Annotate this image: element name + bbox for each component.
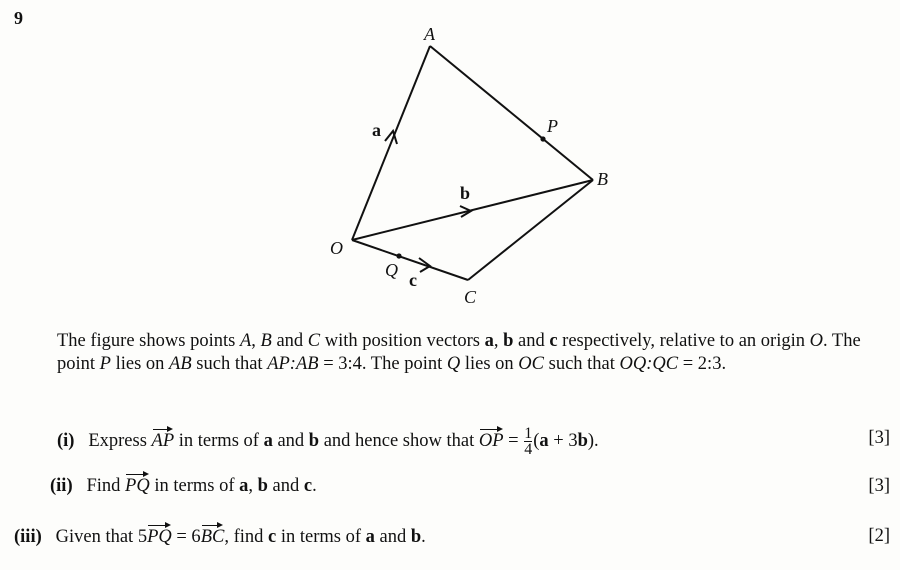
label-vec-b: b bbox=[460, 183, 471, 203]
part-number: (i) bbox=[57, 430, 75, 451]
part-number: (ii) bbox=[50, 476, 73, 496]
label-Q: Q bbox=[385, 260, 398, 280]
vector-ap: AP bbox=[152, 427, 175, 452]
marks-part-iii: [2] bbox=[868, 526, 890, 546]
segment-oa bbox=[352, 46, 430, 240]
label-vec-a: a bbox=[372, 120, 381, 140]
marks-part-ii: [3] bbox=[868, 476, 890, 496]
marks-part-i: [3] bbox=[868, 428, 890, 448]
label-P: P bbox=[547, 116, 558, 136]
point-p-dot bbox=[540, 136, 545, 141]
label-B: B bbox=[597, 169, 608, 189]
part-iii: (iii) Given that 5PQ = 6BC, find c in terms of a and b. bbox=[14, 523, 426, 548]
point-q-dot bbox=[396, 253, 401, 258]
fraction-one-quarter: $\frac{1}{4}$ bbox=[524, 425, 533, 458]
vector-op: OP bbox=[479, 427, 504, 452]
label-A: A bbox=[424, 24, 435, 44]
part-ii: (ii) Find PQ in terms of a, b and c. bbox=[50, 472, 317, 497]
part-i: (i) Express AP in terms of a and b and hence show that OP = $\frac{1}{4}$ (a + 3b). bbox=[57, 425, 599, 458]
vector-pq: PQ bbox=[125, 472, 150, 497]
part-number: (iii) bbox=[14, 527, 42, 547]
label-vec-c: c bbox=[409, 270, 417, 290]
vector-bc: BC bbox=[201, 523, 225, 548]
intro-paragraph: The figure shows points A, B and C with position vectors a, b and c respectively, relative to an origin O. The point P lies on AB such that AP:AB = 3:4. The point Q lies on OC such that OQ:QC = 2:3. bbox=[57, 331, 861, 374]
vector-pq: PQ bbox=[147, 523, 172, 548]
question-number: 9 bbox=[14, 8, 23, 28]
label-C: C bbox=[464, 287, 477, 307]
segment-ab bbox=[430, 46, 593, 180]
label-O: O bbox=[330, 238, 343, 258]
